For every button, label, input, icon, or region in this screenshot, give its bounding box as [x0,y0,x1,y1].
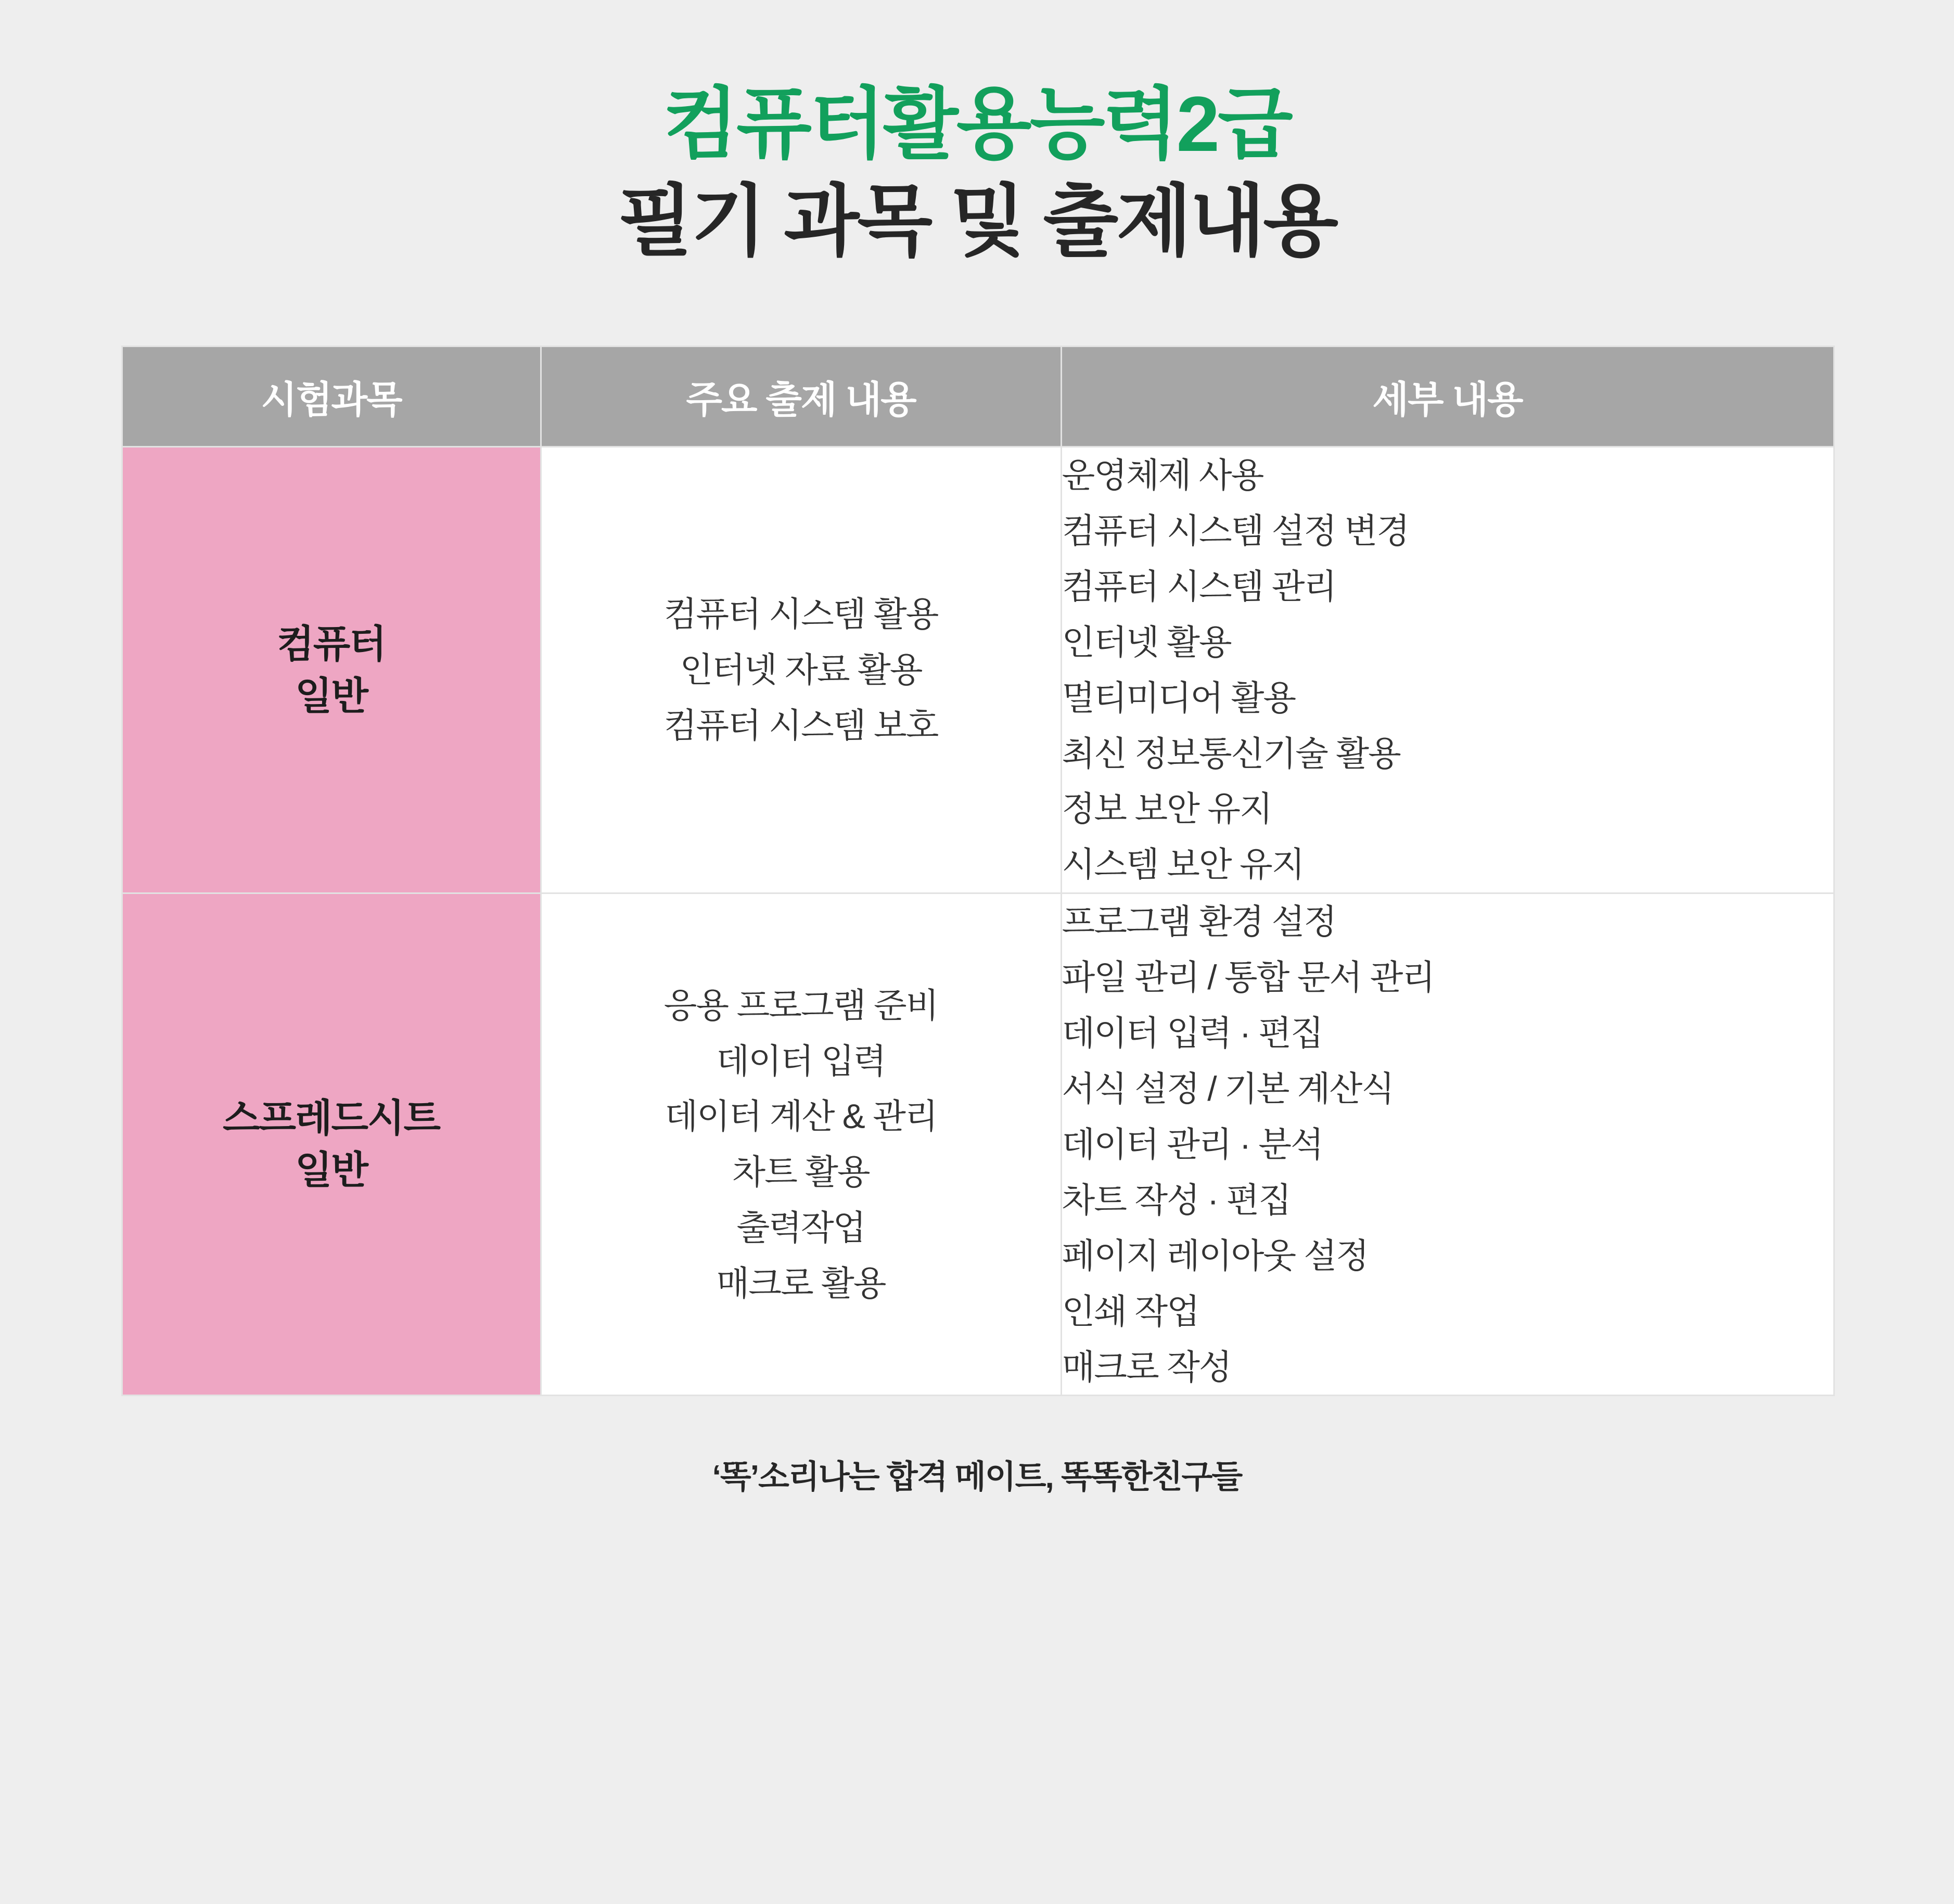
detail-item: 페이지 레이아웃 설정 [1062,1236,1368,1275]
table-row [122,893,1834,1396]
table-body [122,447,1834,1396]
table-header-row [122,347,1834,447]
topic-item: 컴퓨터 시스템 활용 [663,595,938,634]
detail-item: 매크로 작성 [1062,1347,1231,1386]
detail-item: 차트 작성 · 편집 [1062,1180,1291,1219]
detail-item: 멀티미디어 활용 [1062,678,1296,717]
detail-item: 최신 정보통신기술 활용 [1062,734,1400,773]
footer-tagline: ‘똑’소리나는 합격 메이트, 똑똑한친구들 [712,1459,1242,1496]
detail-item: 서식 설정 / 기본 계산식 [1062,1069,1394,1108]
detail-item: 데이터 관리 · 분석 [1062,1124,1323,1164]
detail-item: 데이터 입력 · 편집 [1062,1014,1323,1053]
title-line-subtitle: 필기 과목 및 출제내용 [617,177,1337,265]
detail-item: 컴퓨터 시스템 설정 변경 [1062,511,1409,550]
table-row [122,447,1834,893]
subject-line: 일반 [295,674,367,718]
topic-item: 데이터 입력 [716,1041,886,1080]
page-title [0,78,1954,267]
subject-line: 컴퓨터 [277,622,386,666]
topic-item: 인터넷 자료 활용 [680,650,922,689]
header-cell-details: 세부 내용 [1061,347,1834,447]
subject-cell-computer-general [122,447,541,893]
topics-cell-computer-general [541,447,1061,893]
detail-item: 인쇄 작업 [1062,1292,1199,1331]
subject-line: 일반 [295,1148,367,1192]
table-header [122,347,1834,447]
subject-line: 스프레드시트 [223,1096,440,1140]
subject-table [121,346,1835,1396]
topic-item: 매크로 활용 [716,1264,886,1303]
detail-item: 정보 보안 유지 [1062,789,1272,828]
topic-item: 응용 프로그램 준비 [663,986,938,1025]
subject-table-wrapper [121,346,1833,1396]
detail-item: 시스템 보안 유지 [1062,845,1304,884]
subject-cell-spreadsheet-general [122,893,541,1396]
header-cell-main-topics: 주요 출제 내용 [541,347,1061,447]
detail-item: 파일 관리 / 통합 문서 관리 [1062,958,1435,997]
detail-item: 프로그램 환경 설정 [1062,902,1336,941]
details-cell-computer-general [1061,447,1834,893]
detail-item: 운영체제 사용 [1062,456,1263,494]
topic-item: 출력작업 [736,1208,865,1247]
topic-item: 데이터 계산 & 관리 [665,1097,937,1136]
detail-item: 컴퓨터 시스템 관리 [1062,567,1336,606]
header-cell-subject: 시험과목 [122,347,541,447]
topic-item: 차트 활용 [732,1153,870,1192]
details-cell-spreadsheet-general [1061,893,1834,1396]
detail-item: 인터넷 활용 [1062,622,1231,661]
topics-cell-spreadsheet-general [541,893,1061,1396]
title-line-certification: 컴퓨터활용능력2급 [663,80,1291,168]
topic-item: 컴퓨터 시스템 보호 [663,706,938,745]
